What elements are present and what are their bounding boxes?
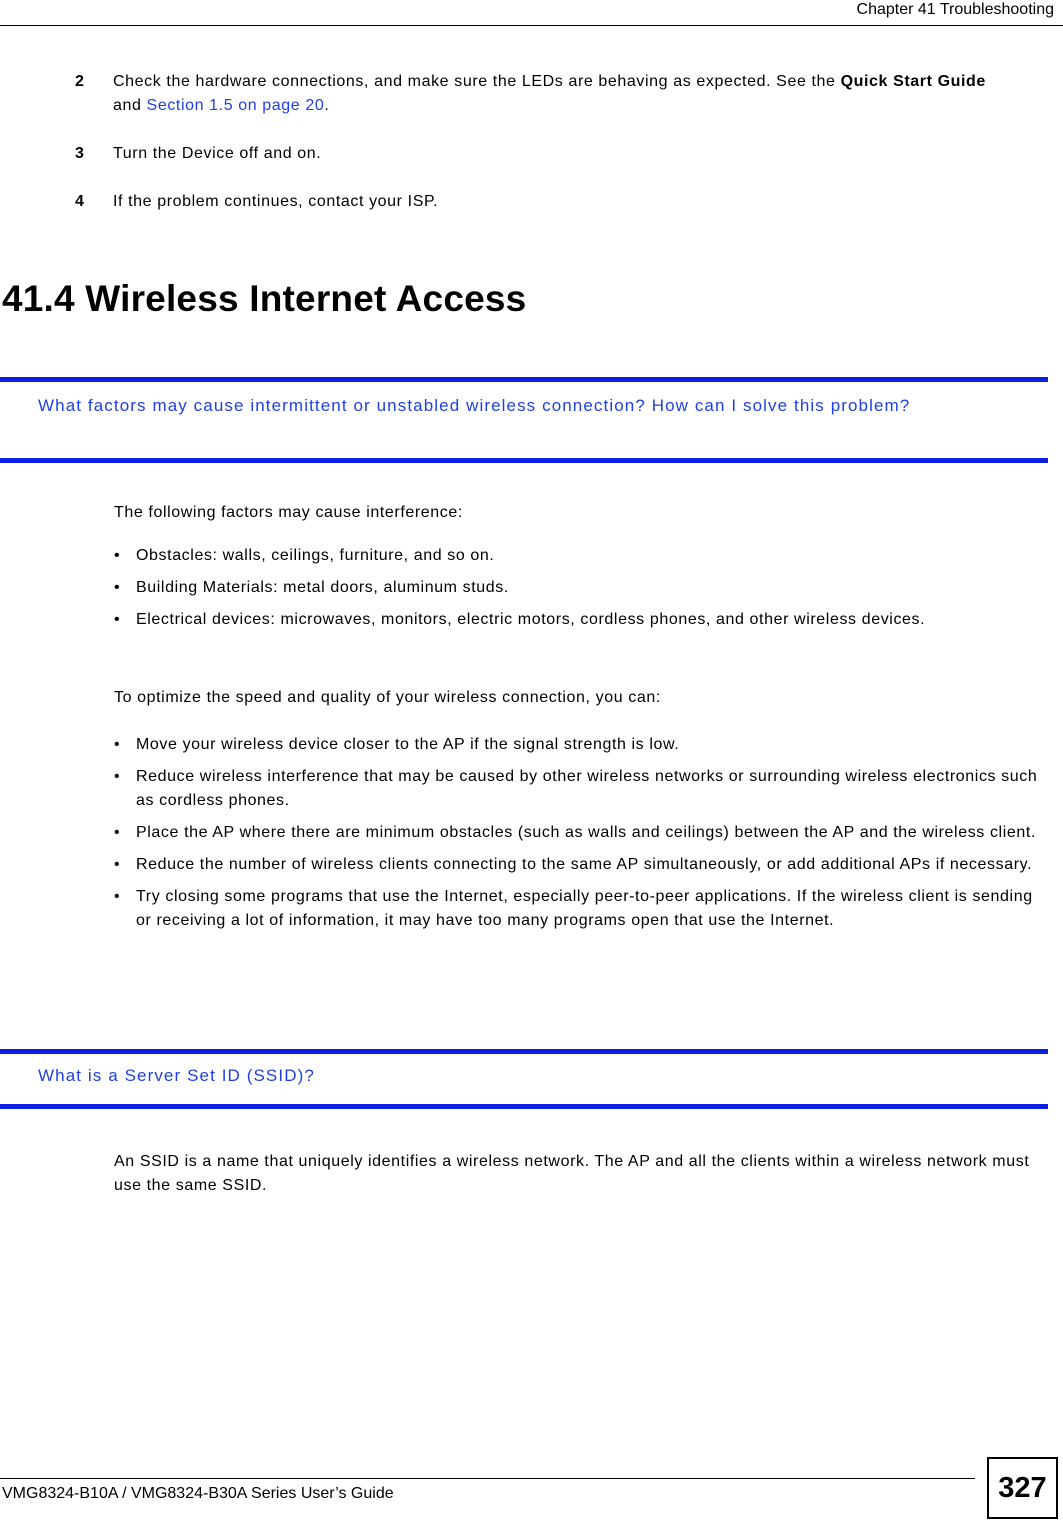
faq-question-interference: What factors may cause intermittent or unstabled wireless connection? How can I solve this problem? (38, 396, 911, 415)
faq-top-bar (0, 1049, 1048, 1054)
section-title: 41.4 Wireless Internet Access (2, 278, 527, 319)
step-text: Turn the Device off and on. (113, 145, 322, 162)
ssid-answer: An SSID is a name that uniquely identifies a wireless network. The AP and all the clients within a wireless network must use the same SSID. (114, 1153, 1030, 1194)
faq-top-bar (0, 377, 1048, 382)
step-number: 3 (75, 145, 85, 162)
faq-bottom-bar (0, 458, 1048, 463)
list-item: • Try closing some programs that use the Internet, especially peer-to-peer applications. If the wireless client is sending or receiving a lot of information, it may have too many programs open that use the Internet. (114, 888, 1033, 929)
guide-title: VMG8324-B10A / VMG8324-B30A Series User’s Guide (2, 1485, 394, 1502)
optimize-tips-list (114, 733, 1049, 933)
step-number: 4 (75, 193, 85, 210)
chapter-header: Chapter 41 Troubleshooting (856, 1, 1054, 18)
interference-intro: The following factors may cause interference: (114, 504, 463, 521)
list-item: • Move your wireless device closer to the AP if the signal strength is low. (114, 736, 680, 753)
faq-bottom-bar (0, 1104, 1048, 1109)
list-item: • Electrical devices: microwaves, monitors, electric motors, cordless phones, and other wireless devices. (114, 611, 926, 628)
list-item: • Building Materials: metal doors, aluminum studs. (114, 579, 509, 596)
list-item: • Obstacles: walls, ceilings, furniture, and so on. (114, 547, 495, 564)
step-text: Check the hardware connections, and make sure the LEDs are behaving as expected. See the Quick Start Guide and Section 1.5 on page 20. (113, 73, 986, 114)
quick-start-guide-ref: Quick Start Guide (840, 73, 986, 90)
footer-rule (0, 1478, 975, 1479)
header-rule (0, 25, 1063, 26)
list-item: • Reduce the number of wireless clients connecting to the same AP simultaneously, or add additional APs if necessary. (114, 856, 1033, 873)
list-item: • Reduce wireless interference that may be caused by other wireless networks or surrounding wireless electronics such as cordless phones. (114, 768, 1038, 809)
faq-question-ssid: What is a Server Set ID (SSID)? (38, 1066, 315, 1085)
optimize-intro: To optimize the speed and quality of your wireless connection, you can: (114, 689, 661, 706)
step-number: 2 (75, 73, 85, 90)
step-text: If the problem continues, contact your ISP. (113, 193, 439, 210)
list-item: • Place the AP where there are minimum obstacles (such as walls and ceilings) between the AP and the wireless client. (114, 824, 1036, 841)
interference-causes-list (114, 544, 1049, 632)
page-number: 327 (987, 1457, 1058, 1519)
section-link[interactable]: Section 1.5 on page 20 (146, 97, 325, 114)
